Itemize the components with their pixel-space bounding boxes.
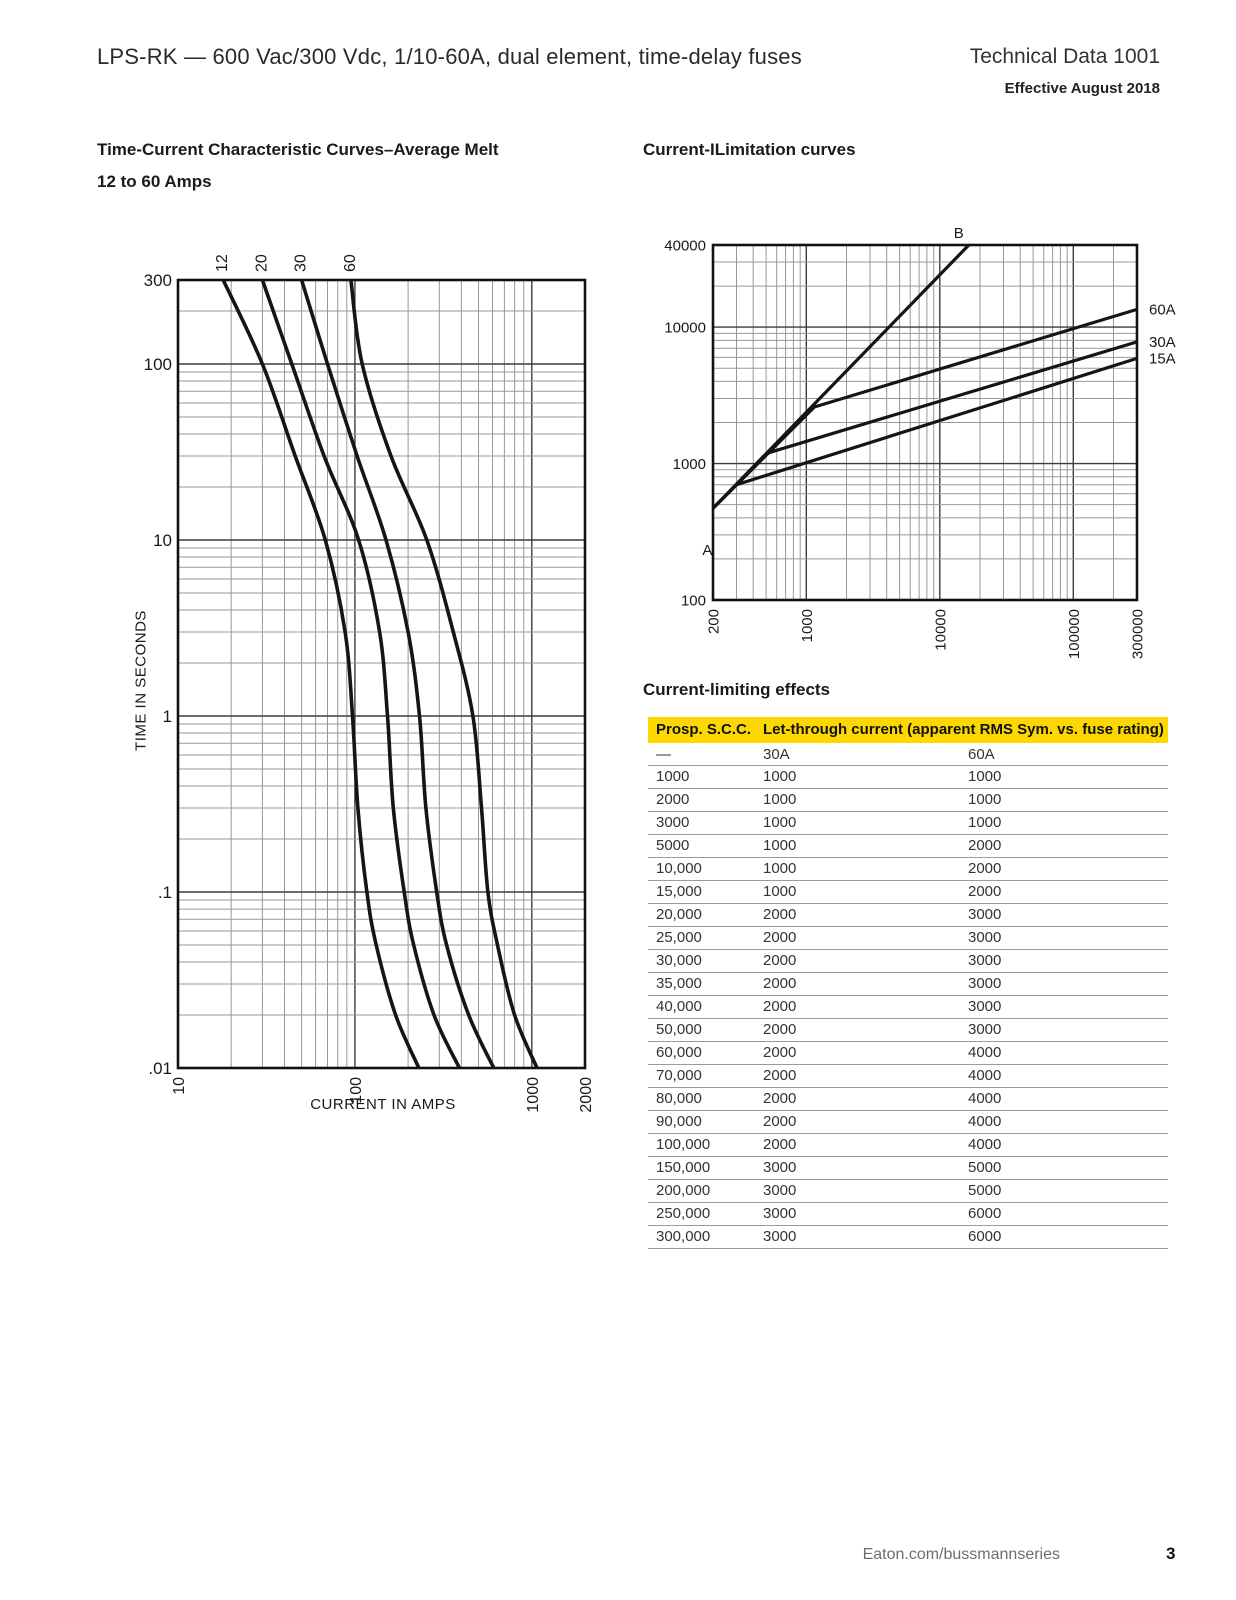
table-cell: 2000 (755, 1088, 960, 1111)
table-row (648, 812, 1168, 835)
doc-ref: Technical Data 1001 (969, 45, 1160, 68)
table-row (648, 881, 1168, 904)
table-cell: 1000 (755, 835, 960, 858)
curve-label-30: 30 (292, 254, 310, 272)
curve-label-12: 12 (214, 254, 232, 272)
table-cell: 1000 (960, 789, 1168, 812)
table-cell: 3000 (755, 1157, 960, 1180)
table-cell: 300,000 (648, 1226, 755, 1249)
annotation-A: A (702, 542, 713, 560)
table-row (648, 1111, 1168, 1134)
table-cell: 2000 (755, 973, 960, 996)
table-cell: 1000 (755, 858, 960, 881)
table-cell: 10,000 (648, 858, 755, 881)
table-cell: 2000 (960, 858, 1168, 881)
table-cell: 2000 (755, 1065, 960, 1088)
table-cell: 2000 (648, 789, 755, 812)
table-row (648, 1134, 1168, 1157)
current-limiting-table (648, 717, 1168, 1249)
table-cell: 40,000 (648, 996, 755, 1019)
table-cell: 4000 (960, 1134, 1168, 1157)
table-cell: 3000 (960, 950, 1168, 973)
table-cell: 100,000 (648, 1134, 755, 1157)
table-cell: 25,000 (648, 927, 755, 950)
table-cell: 3000 (755, 1180, 960, 1203)
table-cell: 35,000 (648, 973, 755, 996)
table-row (648, 1203, 1168, 1226)
table-cell: 80,000 (648, 1088, 755, 1111)
table-cell: 1000 (960, 812, 1168, 835)
y-tick-label: 100 (680, 592, 706, 610)
table-cell: 2000 (755, 1019, 960, 1042)
table-cell: 200,000 (648, 1180, 755, 1203)
x-tick-label: 10 (171, 1077, 189, 1095)
right-chart-title: Current-ILimitation curves (643, 140, 856, 159)
table-row (648, 835, 1168, 858)
table-row (648, 973, 1168, 996)
table-cell: 1000 (755, 881, 960, 904)
x-tick-label: 100 (348, 1077, 365, 1104)
table-cell: 1000 (648, 766, 755, 789)
page-title: LPS-RK — 600 Vac/300 Vdc, 1/10-60A, dual element, time-delay fuses (97, 44, 802, 69)
x-tick-label: 200 (705, 609, 723, 635)
table-cell: 60,000 (648, 1042, 755, 1065)
grid (713, 245, 1137, 600)
table-cell: 6000 (960, 1226, 1168, 1249)
table-cell: 90,000 (648, 1111, 755, 1134)
table-row (648, 858, 1168, 881)
table-row (648, 789, 1168, 812)
table-cell: 3000 (755, 1203, 960, 1226)
y-tick-label: 40000 (664, 237, 706, 255)
table-cell: 250,000 (648, 1203, 755, 1226)
table-cell: 3000 (755, 1226, 960, 1249)
table-cell: 4000 (960, 1111, 1168, 1134)
left-chart-y-axis-title: TIME IN SECONDS (132, 610, 150, 751)
table-row (648, 1088, 1168, 1111)
table-subheader-row (648, 743, 1168, 766)
table-header-let-through: Let-through current (apparent RMS Sym. vs. fuse rating) (755, 717, 1168, 743)
x-tick-label: 100000 (1066, 609, 1083, 660)
table-subheader-60a: 60A (960, 743, 1168, 766)
table-cell: 1000 (960, 766, 1168, 789)
table-cell: 3000 (960, 1019, 1168, 1042)
y-tick-label: 300 (143, 270, 172, 290)
table-title: Current-limiting effects (643, 680, 831, 699)
table-header-prosp-scc: Prosp. S.C.C. (648, 717, 755, 743)
x-tick-label: 1000 (799, 609, 816, 643)
curve-12 (223, 280, 419, 1068)
table-row (648, 766, 1168, 789)
x-tick-label: 1000 (524, 1077, 542, 1113)
x-tick-label: 10000 (932, 609, 950, 651)
y-tick-label: 1000 (672, 455, 706, 473)
table-cell: 3000 (960, 973, 1168, 996)
table-cell: 50,000 (648, 1019, 755, 1042)
table-cell: 3000 (648, 812, 755, 835)
y-tick-label: 100 (143, 354, 172, 374)
table-cell: 70,000 (648, 1065, 755, 1088)
table-row (648, 1180, 1168, 1203)
footer-url: Eaton.com/bussmannseries (862, 1546, 1060, 1563)
left-chart-title: Time-Current Characteristic Curves–Average Melt (97, 140, 499, 159)
table-cell: 30,000 (648, 950, 755, 973)
table-row (648, 996, 1168, 1019)
table-cell: 4000 (960, 1065, 1168, 1088)
page-number: 3 (1166, 1544, 1176, 1563)
table-cell: 2000 (755, 996, 960, 1019)
table-cell: 15,000 (648, 881, 755, 904)
table-row (648, 1226, 1168, 1249)
y-tick-label: 1 (162, 706, 172, 726)
left-chart-subtitle: 12 to 60 Amps (97, 172, 212, 191)
table-cell: 2000 (755, 950, 960, 973)
y-tick-label: .01 (148, 1059, 172, 1078)
table-cell: 2000 (960, 835, 1168, 858)
table-cell: 2000 (755, 1134, 960, 1157)
table-cell: 2000 (755, 1111, 960, 1134)
table-cell: 1000 (755, 766, 960, 789)
table-cell: 2000 (755, 927, 960, 950)
table-subheader-dash: — (648, 743, 755, 766)
annotation-30A: 30A (1149, 333, 1176, 351)
curve-label-60: 60 (341, 254, 359, 272)
table-cell: 5000 (960, 1180, 1168, 1203)
annotation-B: B (953, 225, 964, 242)
grid (178, 280, 585, 1068)
x-tick-label: 2000 (578, 1077, 596, 1113)
table-row (648, 1065, 1168, 1088)
table-row (648, 1042, 1168, 1065)
left-chart-x-axis-title: CURRENT IN AMPS (310, 1096, 456, 1113)
table-row (648, 1157, 1168, 1180)
table-cell: 4000 (960, 1042, 1168, 1065)
table-cell: 1000 (755, 789, 960, 812)
table-cell: 20,000 (648, 904, 755, 927)
table-header-row (648, 717, 1168, 743)
table-cell: 3000 (960, 904, 1168, 927)
table-row (648, 904, 1168, 927)
table-cell: 2000 (960, 881, 1168, 904)
table-cell: 3000 (960, 927, 1168, 950)
table-row (648, 927, 1168, 950)
x-tick-label: 300000 (1129, 609, 1147, 660)
table-cell: 5000 (648, 835, 755, 858)
y-tick-label: .1 (157, 882, 172, 902)
table-cell: 5000 (960, 1157, 1168, 1180)
annotation-60A: 60A (1149, 301, 1176, 319)
curve-label-20: 20 (253, 254, 271, 272)
table-cell: 3000 (960, 996, 1168, 1019)
table-cell: 150,000 (648, 1157, 755, 1180)
table-cell: 6000 (960, 1203, 1168, 1226)
y-tick-label: 10000 (664, 319, 706, 337)
table-cell: 2000 (755, 1042, 960, 1065)
table-row (648, 1019, 1168, 1042)
curve-20 (262, 280, 459, 1068)
annotation-15A: 15A (1149, 350, 1176, 368)
table-subheader-30a: 30A (755, 743, 960, 766)
table-cell: 4000 (960, 1088, 1168, 1111)
y-tick-label: 10 (153, 530, 172, 550)
effective-date: Effective August 2018 (1004, 80, 1160, 97)
table-row (648, 950, 1168, 973)
table-cell: 1000 (755, 812, 960, 835)
table-cell: 2000 (755, 904, 960, 927)
